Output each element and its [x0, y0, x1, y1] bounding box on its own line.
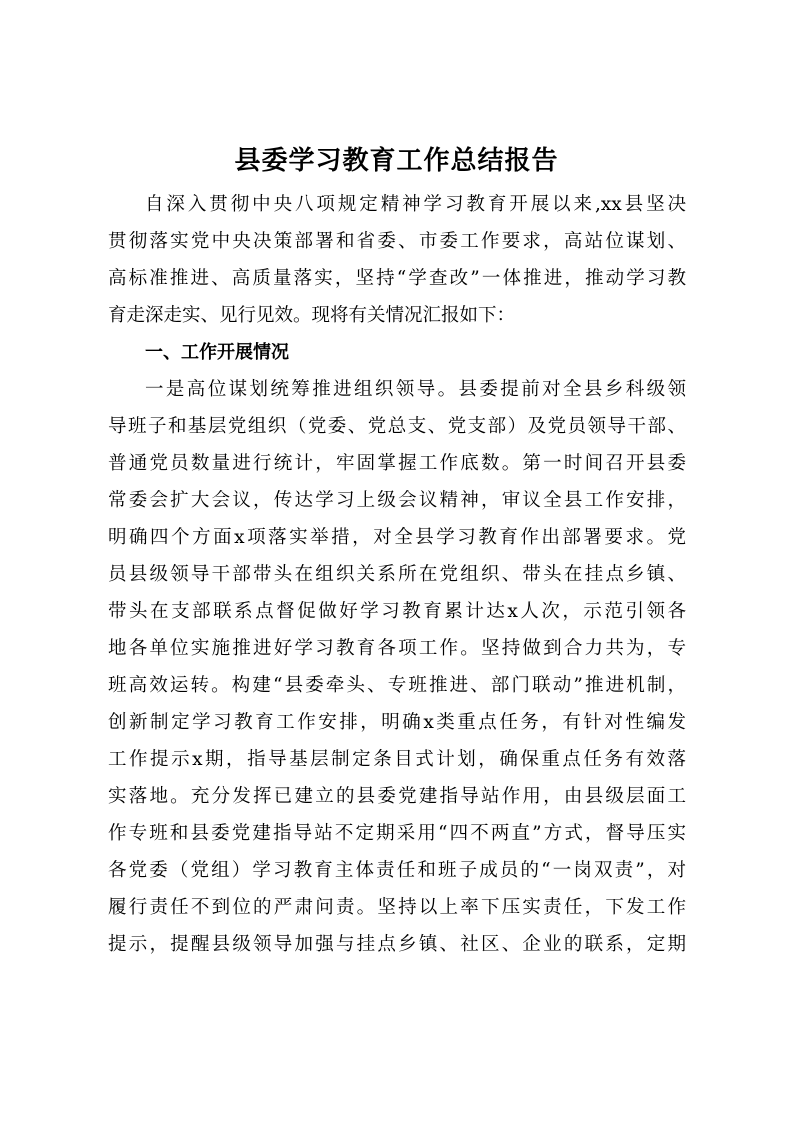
paragraph-line: 常委会扩大会议，传达学习上级会议精神，审议全县工作安排，: [108, 490, 686, 511]
paragraph-line: 自深入贯彻中央八项规定精神学习教育开展以来,xx县坚决: [145, 194, 686, 215]
paragraph-line: 带头在支部联系点督促做好学习教育累计达x人次，示范引领各: [108, 601, 686, 622]
section-heading: 一、工作开展情况: [145, 342, 289, 363]
paragraph-line: 一是高位谋划统筹推进组织领导。县委提前对全县乡科级领: [145, 379, 686, 400]
paragraph-line: 明确四个方面x项落实举措，对全县学习教育作出部署要求。党: [108, 527, 686, 548]
paragraph-line: 育走深走实、见行见效。现将有关情况汇报如下：: [108, 305, 516, 326]
paragraph-line: 员县级领导干部带头在组织关系所在党组织、带头在挂点乡镇、: [108, 564, 686, 585]
paragraph-line: 高标准推进、高质量落实，坚持“学查改”一体推进，推动学习教: [108, 268, 686, 289]
paragraph-line: 地各单位实施推进好学习教育各项工作。坚持做到合力共为，专: [108, 638, 686, 659]
paragraph-line: 各党委（党组）学习教育主体责任和班子成员的“一岗双责”，对: [108, 860, 686, 881]
paragraph-line: 实落地。充分发挥已建立的县委党建指导站作用，由县级层面工: [108, 786, 686, 807]
paragraph-line: 提示，提醒县级领导加强与挂点乡镇、社区、企业的联系，定期: [108, 934, 686, 955]
paragraph-line: 普通党员数量进行统计，牢固掌握工作底数。第一时间召开县委: [108, 453, 686, 474]
paragraph-line: 班高效运转。构建“县委牵头、专班推进、部门联动”推进机制，: [108, 675, 686, 696]
paragraph-line: 导班子和基层党组织（党委、党总支、党支部）及党员领导干部、: [108, 416, 686, 437]
document-title: 县委学习教育工作总结报告: [234, 146, 559, 176]
paragraph-line: 创新制定学习教育工作安排，明确x类重点任务，有针对性编发: [108, 712, 686, 733]
paragraph-line: 作专班和县委党建指导站不定期采用“四不两直”方式，督导压实: [108, 823, 686, 844]
paragraph-line: 工作提示x期，指导基层制定条目式计划，确保重点任务有效落: [108, 749, 686, 770]
paragraph-line: 贯彻落实党中央决策部署和省委、市委工作要求，高站位谋划、: [108, 231, 686, 252]
paragraph-line: 履行责任不到位的严肃问责。坚持以上率下压实责任，下发工作: [108, 897, 686, 918]
